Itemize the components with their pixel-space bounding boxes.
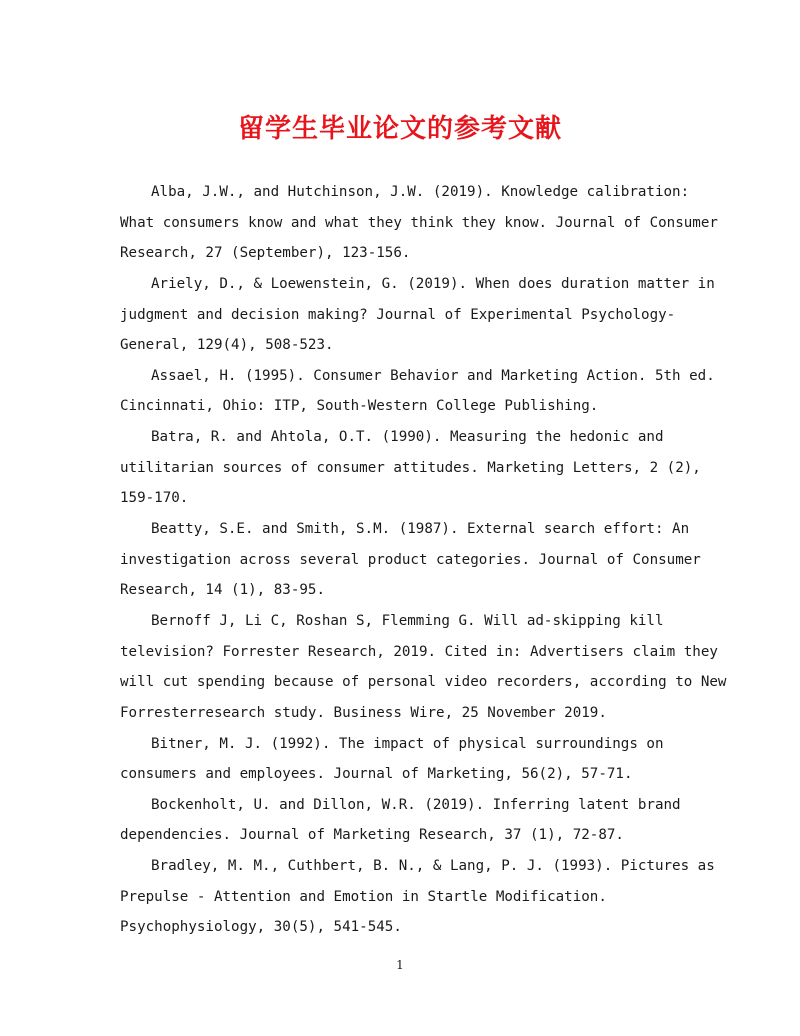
reference-entry xyxy=(120,422,701,514)
reference-line: Psychophysiology, 30(5), 541-545. xyxy=(120,919,402,936)
reference-line: Alba, J.W., and Hutchinson, J.W. (2019). Knowledge calibration: xyxy=(151,184,690,200)
reference-line: 159-170. xyxy=(120,490,189,507)
reference-line: Bernoff J, Li C, Roshan S, Flemming G. Will ad-skipping kill xyxy=(151,612,664,629)
reference-line: Research, 14 (1), 83-95. xyxy=(120,582,325,599)
reference-entry xyxy=(120,729,680,790)
reference-line: Forresterresearch study. Business Wire, 25 November 2019. xyxy=(120,704,607,721)
reference-line: Batra, R. and Ahtola, O.T. (1990). Measuring the hedonic and xyxy=(151,429,664,446)
reference-line: Cincinnati, Ohio: ITP, South-Western College Publishing. xyxy=(120,398,599,415)
reference-entry xyxy=(120,851,715,943)
reference-line: Research, 27 (September), 123-156. xyxy=(120,245,411,262)
reference-line: will cut spending because of personal video recorders, according to New xyxy=(120,674,727,691)
reference-entry xyxy=(120,790,680,851)
reference-line: Bradley, M. M., Cuthbert, B. N., & Lang, P. J. (1993). Pictures as xyxy=(151,858,715,875)
page-number: 1 xyxy=(396,958,404,972)
reference-line: dependencies. Journal of Marketing Research, 37 (1), 72-87. xyxy=(120,827,624,844)
reference-line: television? Forrester Research, 2019. Cited in: Advertisers claim they xyxy=(120,643,718,660)
reference-entry xyxy=(120,606,727,729)
reference-line: What consumers know and what they think they know. Journal of Consumer xyxy=(120,214,718,231)
reference-line: utilitarian sources of consumer attitudes. Marketing Letters, 2 (2), xyxy=(120,459,701,476)
reference-list xyxy=(120,177,727,943)
reference-line: Assael, H. (1995). Consumer Behavior and Marketing Action. 5th ed. xyxy=(151,367,715,384)
reference-entry xyxy=(120,269,715,361)
page-title: 留学生毕业论文的参考文献 xyxy=(237,114,562,144)
reference-entry xyxy=(120,177,718,269)
reference-line: judgment and decision making? Journal of Experimental Psychology- xyxy=(120,306,676,323)
reference-line: Beatty, S.E. and Smith, S.M. (1987). External search effort: An xyxy=(151,521,690,538)
reference-entry xyxy=(120,361,715,422)
reference-line: investigation across several product categories. Journal of Consumer xyxy=(120,551,701,568)
reference-line: Ariely, D., & Loewenstein, G. (2019). When does duration matter in xyxy=(151,275,715,292)
reference-line: Prepulse - Attention and Emotion in Startle Modification. xyxy=(120,888,607,905)
reference-line: Bockenholt, U. and Dillon, W.R. (2019). Inferring latent brand xyxy=(151,796,681,813)
reference-line: consumers and employees. Journal of Marketing, 56(2), 57-71. xyxy=(120,766,633,783)
reference-line: Bitner, M. J. (1992). The impact of physical surroundings on xyxy=(151,735,664,752)
reference-entry xyxy=(120,514,701,606)
reference-line: General, 129(4), 508-523. xyxy=(120,337,334,354)
